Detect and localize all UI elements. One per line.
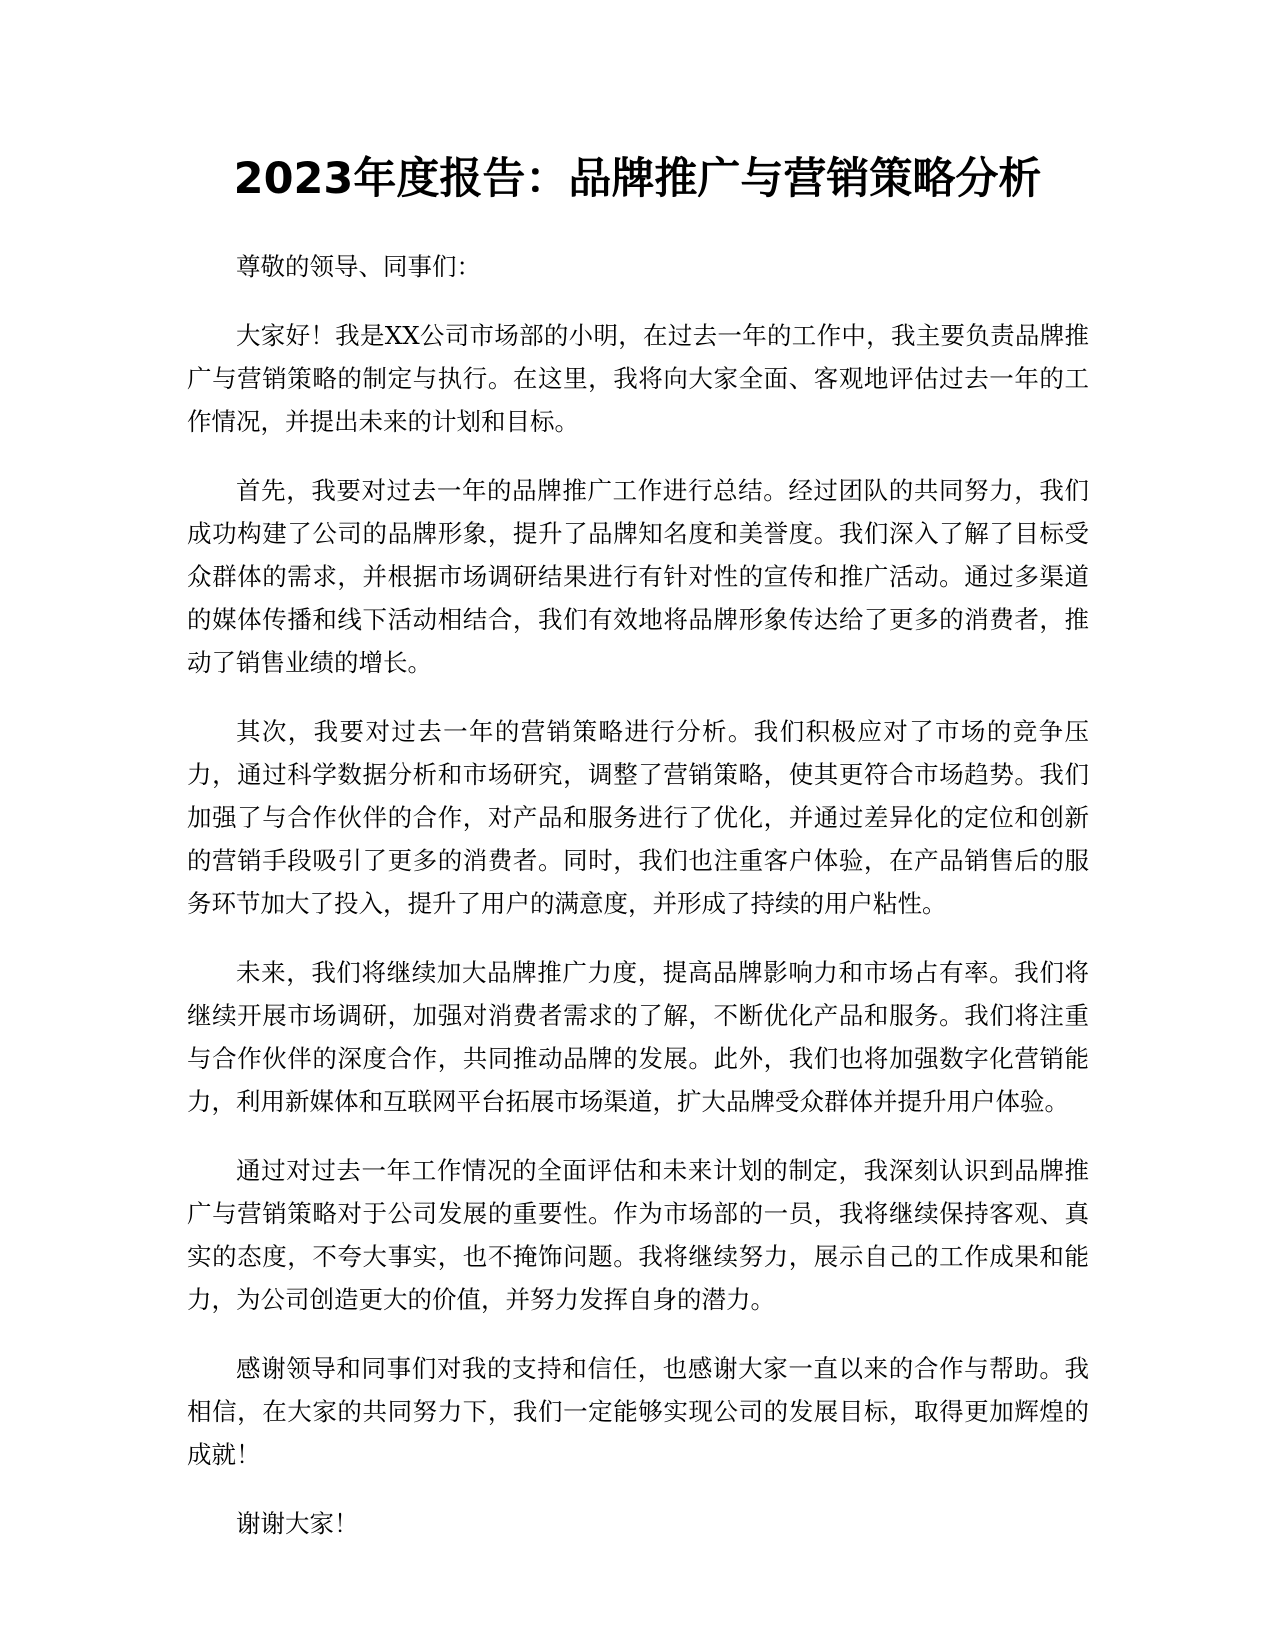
- thanks-paragraph: 感谢领导和同事们对我的支持和信任，也感谢大家一直以来的合作与帮助。我相信，在大家的共同努力下，我们一定能够实现公司的发展目标，取得更加辉煌的成就！: [187, 1354, 1089, 1469]
- future-plan-paragraph: 未来，我们将继续加大品牌推广力度，提高品牌影响力和市场占有率。我们将继续开展市场调研，加强对消费者需求的了解，不断优化产品和服务。我们将注重与合作伙伴的深度合作，共同推动品牌的发展。此外，我们也将加强数字化营销能力，利用新媒体和互联网平台拓展市场渠道，扩大品牌受众群体并提升用户体验。: [187, 958, 1089, 1116]
- greeting-paragraph: 尊敬的领导、同事们：: [236, 252, 481, 281]
- brand-summary-paragraph: 首先，我要对过去一年的品牌推广工作进行总结。经过团队的共同努力，我们成功构建了公司的品牌形象，提升了品牌知名度和美誉度。我们深入了解了目标受众群体的需求，并根据市场调研结果进行有针对性的宣传和推广活动。通过多渠道的媒体传播和线下活动相结合，我们有效地将品牌形象传达给了更多的消费者，推动了销售业绩的增长。: [187, 476, 1089, 677]
- marketing-analysis-paragraph: 其次，我要对过去一年的营销策略进行分析。我们积极应对了市场的竞争压力，通过科学数据分析和市场研究，调整了营销策略，使其更符合市场趋势。我们加强了与合作伙伴的合作，对产品和服务进行了优化，并通过差异化的定位和创新的营销手段吸引了更多的消费者。同时，我们也注重客户体验，在产品销售后的服务环节加大了投入，提升了用户的满意度，并形成了持续的用户粘性。: [187, 717, 1089, 918]
- document-body: [187, 245, 1089, 1571]
- intro-paragraph: 大家好！我是XX公司市场部的小明，在过去一年的工作中，我主要负责品牌推广与营销策略的制定与执行。在这里，我将向大家全面、客观地评估过去一年的工作情况，并提出未来的计划和目标。: [187, 321, 1089, 436]
- closing-paragraph: 谢谢大家！: [236, 1509, 359, 1538]
- conclusion-paragraph: 通过对过去一年工作情况的全面评估和未来计划的制定，我深刻认识到品牌推广与营销策略对于公司发展的重要性。作为市场部的一员，我将继续保持客观、真实的态度，不夸大事实，也不掩饰问题。我将继续努力，展示自己的工作成果和能力，为公司创造更大的价值，并努力发挥自身的潜力。: [187, 1156, 1089, 1314]
- document-title: 2023年度报告：品牌推广与营销策略分析: [233, 154, 1042, 204]
